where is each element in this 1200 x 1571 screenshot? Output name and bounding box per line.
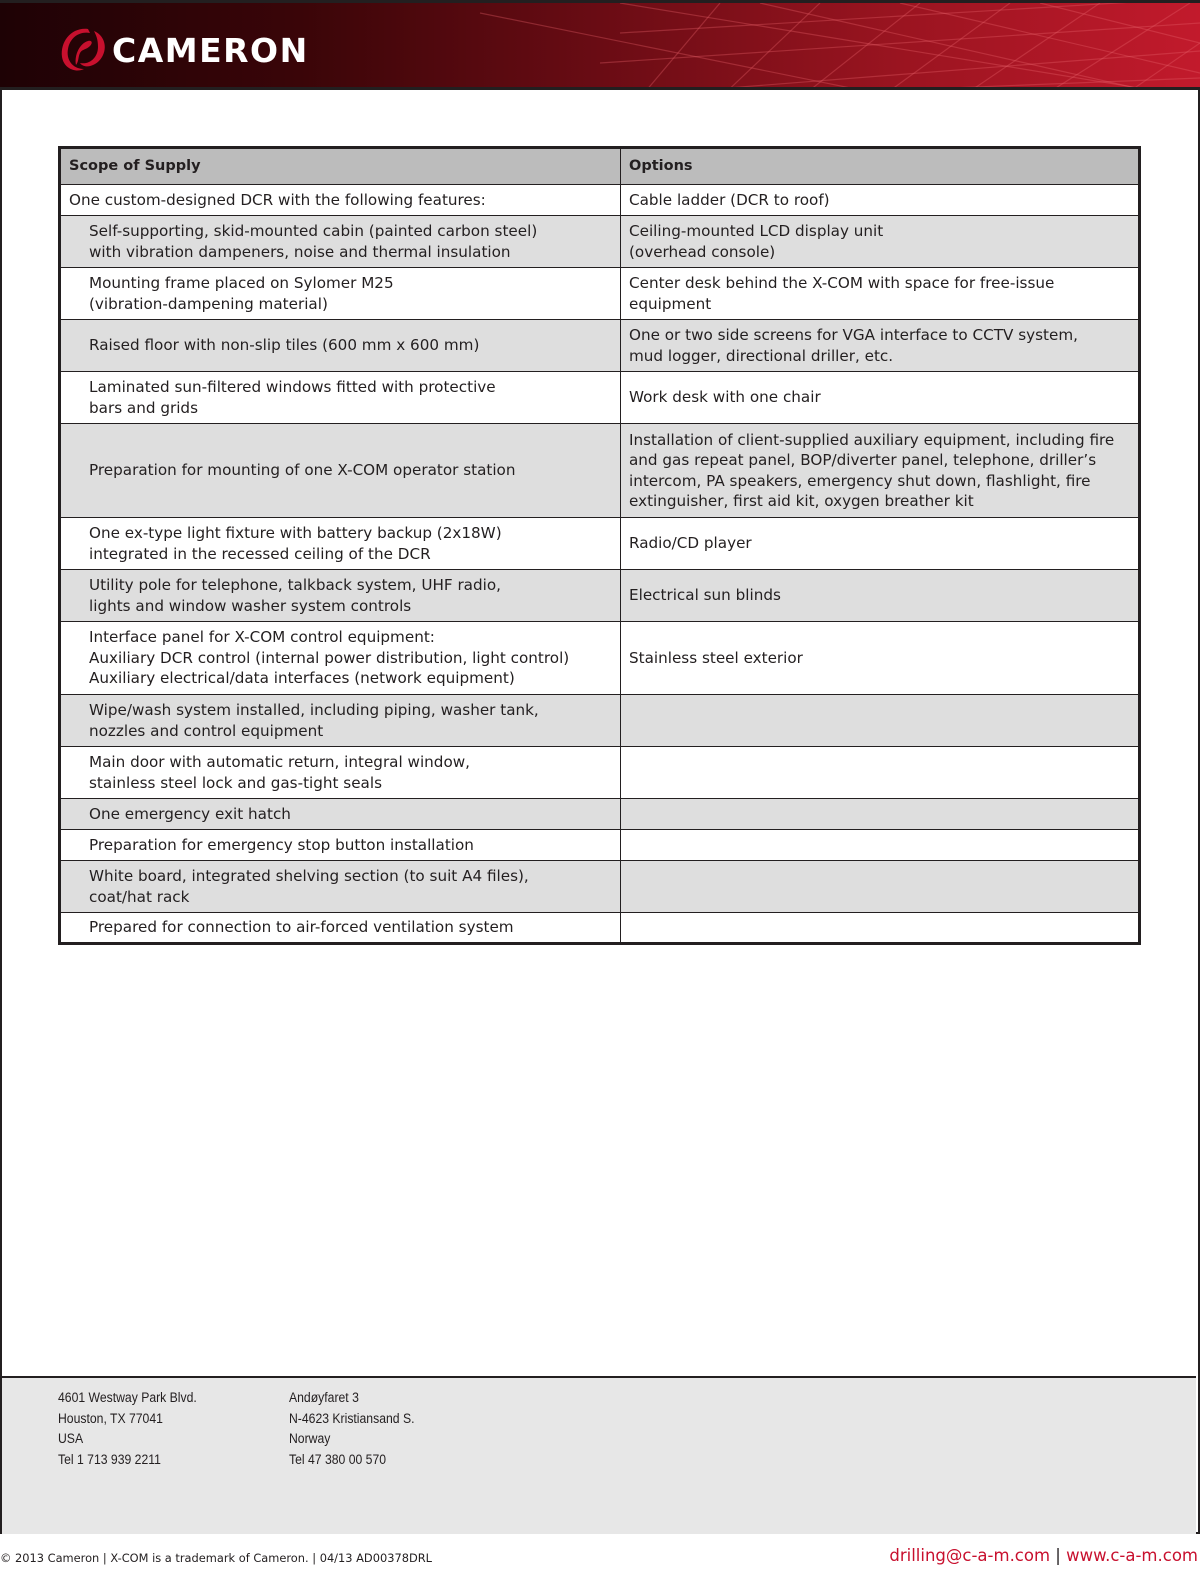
contact-links (889, 1546, 1198, 1565)
scope-cell (60, 861, 621, 913)
option-cell (621, 861, 1140, 913)
option-text-line: Ceiling-mounted LCD display unit (629, 222, 884, 240)
footer-address-panel (2, 1376, 1196, 1534)
scope-text-line: White board, integrated shelving section (to suit A4 files), (89, 867, 529, 885)
header-banner (0, 0, 1200, 90)
scope-text-line: with vibration dampeners, noise and thermal insulation (89, 242, 511, 261)
option-cell (621, 622, 1140, 695)
scope-cell (60, 695, 621, 747)
scope-text-line: bars and grids (89, 398, 198, 417)
option-cell (621, 424, 1140, 518)
brand-name: CAMERON (112, 30, 309, 70)
scope-text-line: Utility pole for telephone, talkback system, UHF radio, (89, 576, 501, 594)
option-text-line: Radio/CD player (629, 534, 752, 553)
scope-text-line: One ex-type light fixture with battery backup (2x18W) (89, 524, 502, 542)
scope-cell (60, 320, 621, 372)
table-row (60, 622, 1140, 695)
address-line: 4601 Westway Park Blvd. (58, 1390, 197, 1406)
table-header-row (60, 148, 1140, 185)
option-text-line: mud logger, directional driller, etc. (629, 346, 894, 365)
table-row (60, 799, 1140, 830)
scope-cell (60, 518, 621, 570)
option-cell (621, 830, 1140, 861)
address-line: Norway (289, 1431, 331, 1448)
copyright-notice: © 2013 Cameron | X-COM is a trademark of Cameron. | 04/13 AD00378DRL (0, 1551, 432, 1565)
scope-cell (60, 216, 621, 268)
phone-number: Tel 47 380 00 570 (289, 1451, 387, 1468)
option-cell (621, 913, 1140, 944)
scope-text-line: One custom-designed DCR with the following features: (69, 190, 486, 209)
scope-text-line: Raised floor with non-slip tiles (600 mm x 600 mm) (89, 336, 480, 355)
option-cell (621, 799, 1140, 830)
address-usa (58, 1388, 197, 1470)
table-row (60, 185, 1140, 216)
option-text-line: Center desk behind the X-COM with space for free-issue equipment (629, 274, 1055, 313)
table-row (60, 913, 1140, 944)
option-text-line: (overhead console) (629, 242, 776, 261)
table-row (60, 424, 1140, 518)
option-text-line: Electrical sun blinds (629, 586, 781, 605)
email-link[interactable]: drilling@c-a-m.com (889, 1546, 1051, 1565)
option-text-line: One or two side screens for VGA interface to CCTV system, (629, 326, 1078, 344)
column-header-options: Options (621, 148, 1140, 185)
scope-cell (60, 747, 621, 799)
scope-text-line: Mounting frame placed on Sylomer M25 (89, 274, 394, 292)
table-row (60, 320, 1140, 372)
option-text-line: Installation of client-supplied auxiliary equipment, including fire (629, 430, 1115, 449)
scope-text-line: stainless steel lock and gas-tight seals (89, 773, 382, 792)
option-cell (621, 216, 1140, 268)
scope-text-line: Self-supporting, skid-mounted cabin (painted carbon steel) (89, 222, 538, 240)
separator: | (1050, 1546, 1067, 1565)
address-line: N-4623 Kristiansand S. (289, 1410, 415, 1427)
scope-cell (60, 424, 621, 518)
table-body (60, 185, 1140, 944)
scope-cell (60, 372, 621, 424)
option-cell (621, 320, 1140, 372)
option-cell (621, 372, 1140, 424)
option-cell (621, 570, 1140, 622)
table-row (60, 830, 1140, 861)
website-link[interactable]: www.c-a-m.com (1066, 1546, 1198, 1565)
scope-cell (60, 570, 621, 622)
option-text-line: extinguisher, first aid kit, oxygen breather kit (629, 492, 974, 510)
option-cell (621, 185, 1140, 216)
scope-text-line: integrated in the recessed ceiling of the DCR (89, 544, 431, 563)
table-row (60, 372, 1140, 424)
scope-cell (60, 268, 621, 320)
scope-text-line: (vibration-dampening material) (89, 294, 328, 313)
scope-text-line: Interface panel for X-COM control equipment: (89, 628, 435, 647)
option-cell (621, 695, 1140, 747)
table-row (60, 518, 1140, 570)
option-text-line: Work desk with one chair (629, 388, 821, 407)
address-line: Houston, TX 77041 (58, 1410, 163, 1427)
scope-text-line: Main door with automatic return, integral window, (89, 753, 470, 771)
option-cell (621, 518, 1140, 570)
scope-cell (60, 622, 621, 695)
scope-cell (60, 799, 621, 830)
scope-text-line: One emergency exit hatch (89, 804, 291, 823)
scope-text-line: Preparation for emergency stop button installation (89, 835, 474, 854)
option-text-line: and gas repeat panel, BOP/diverter panel, telephone, driller’s (629, 451, 1097, 469)
scope-text-line: nozzles and control equipment (89, 721, 324, 740)
option-cell (621, 268, 1140, 320)
option-cell (621, 747, 1140, 799)
scope-cell (60, 185, 621, 216)
option-text-line: intercom, PA speakers, emergency shut down, flashlight, fire (629, 471, 1091, 490)
address-line: Andøyfaret 3 (289, 1390, 359, 1406)
table-row (60, 861, 1140, 913)
cameron-c-logo-icon (58, 25, 108, 75)
table-row (60, 570, 1140, 622)
scope-text-line: Preparation for mounting of one X-COM operator station (89, 461, 516, 480)
phone-number: Tel 1 713 939 2211 (58, 1451, 161, 1468)
address-norway (289, 1388, 414, 1470)
scope-text-line: Prepared for connection to air-forced ventilation system (89, 918, 514, 937)
scope-cell (60, 830, 621, 861)
column-header-scope: Scope of Supply (60, 148, 621, 185)
scope-of-supply-table (58, 146, 1141, 945)
scope-text-line: Wipe/wash system installed, including piping, washer tank, (89, 701, 539, 719)
address-line: USA (58, 1431, 84, 1448)
scope-text-line: Auxiliary electrical/data interfaces (network equipment) (89, 669, 515, 688)
scope-text-line: lights and window washer system controls (89, 596, 412, 615)
option-text-line: Cable ladder (DCR to roof) (629, 190, 830, 209)
scope-text-line: Auxiliary DCR control (internal power distribution, light control) (89, 648, 570, 667)
table-row (60, 695, 1140, 747)
table-row (60, 216, 1140, 268)
scope-cell (60, 913, 621, 944)
scope-text-line: coat/hat rack (89, 887, 190, 906)
table-row (60, 268, 1140, 320)
cameron-logo[interactable] (58, 25, 309, 75)
scope-text-line: Laminated sun-filtered windows fitted with protective (89, 378, 496, 396)
table-row (60, 747, 1140, 799)
option-text-line: Stainless steel exterior (629, 648, 803, 667)
